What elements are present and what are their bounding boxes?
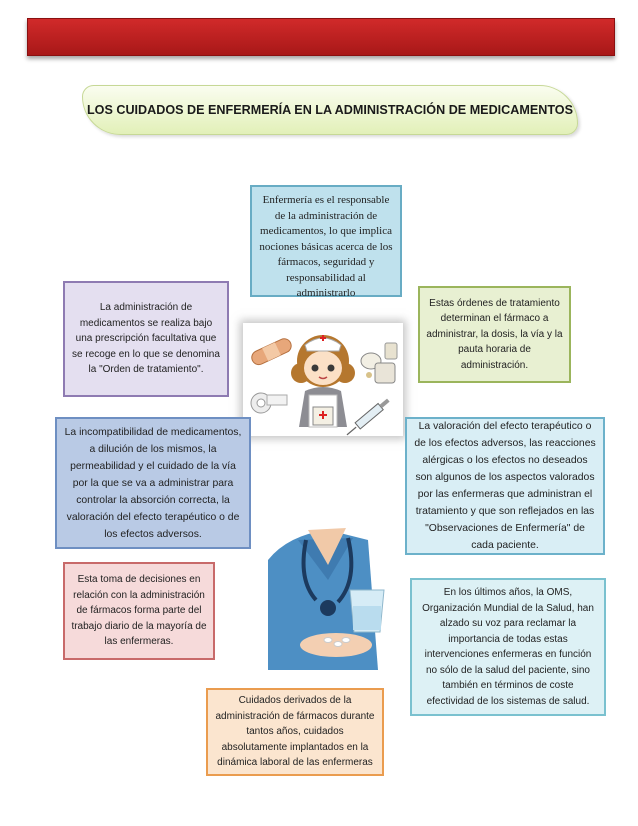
text-box-ordenes: Estas órdenes de tratamiento determinan el fármaco a administrar, la dosis, la vía y la pauta horaria de administración. [418, 286, 571, 383]
title-box [82, 85, 578, 135]
text-box-oms: En los últimos años, la OMS, Organización Mundial de la Salud, han alzado su voz para reclamar la importancia de todas estas intervenciones enfermeras en función no sólo de la salud del paciente, sino también en términos de coste efectividad de los sistemas de salud. [410, 578, 606, 716]
text-box-cuidados-derivados: Cuidados derivados de la administración de fármacos durante tantos años, cuidados absolutamente implantados en la dinámica laboral de las enfermeras [206, 688, 384, 776]
text-box-valoracion: La valoración del efecto terapéutico o de los efectos adversos, las reacciones alérgicas o los efectos no deseados son algunos de los aspectos valorados por las enfermeras que administran el tratamiento y que son reflejados en las "Observaciones de Enfermería" de cada paciente. [405, 417, 605, 555]
page-title: LOS CUIDADOS DE ENFERMERÍA EN LA ADMINISTRACIÓN DE MEDICAMENTOS [86, 103, 574, 117]
text-box-center: Enfermería es el responsable de la administración de medicamentos, lo que implica nociones básicas acerca de los fármacos, seguridad y responsabilidad al administrarlo [250, 185, 402, 297]
text-box-toma-decisiones: Esta toma de decisiones en relación con la administración de fármacos forma parte del trabajo diario de la mayoría de las enfermeras. [63, 562, 215, 660]
nurse-photo-illustration [258, 520, 400, 670]
nurse-cartoon-illustration [243, 323, 403, 436]
nurse-cartoon-image [243, 323, 403, 436]
text-box-incompatibilidad: La incompatibilidad de medicamentos, a dilución de los mismos, la permeabilidad y el cuidado de la vía por la que se va a administrar para controlar la absorción correcta, la valoración del efecto terapéutico o de los efectos adversos. [55, 417, 251, 549]
text-box-orden-tratamiento: La administración de medicamentos se realiza bajo una prescripción facultativa que se recoge en lo que se denomina la "Orden de tratamiento". [63, 281, 229, 397]
top-banner [27, 18, 615, 56]
nurse-photo-image [258, 520, 400, 670]
